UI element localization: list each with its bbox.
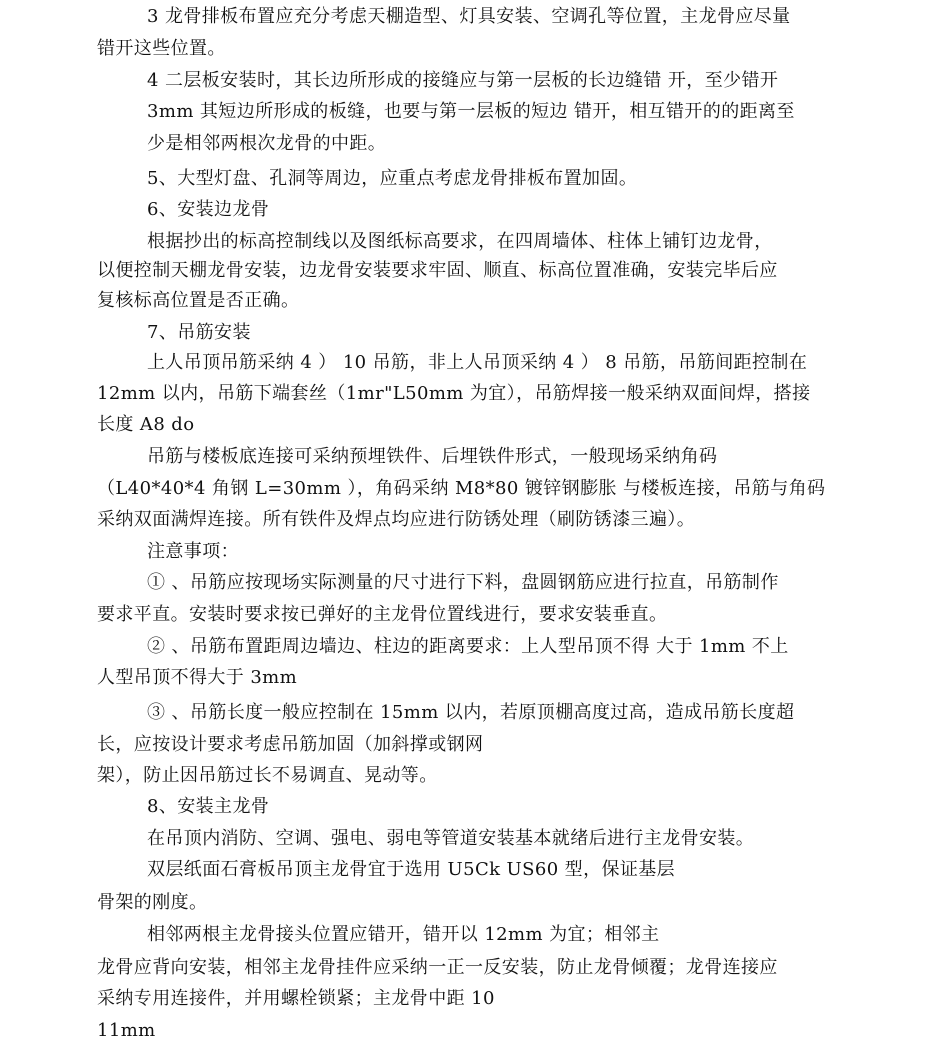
text-line: 以便控制天棚龙骨安装，边龙骨安装要求牢固、顺直、标高位置准确，安装完毕后应 [97, 260, 778, 281]
text-line: 在吊顶内消防、空调、强电、弱电等管道安装基本就绪后进行主龙骨安装。 [147, 828, 755, 849]
text-line: 长，应按设计要求考虑吊筋加固（加斜撑或钢网 [97, 734, 484, 755]
text-line: 要求平直。安装时要求按已弹好的主龙骨位置线进行，要求安装垂直。 [97, 604, 668, 625]
text-line: 双层纸面石膏板吊顶主龙骨宜于选用 U5Ck US60 型，保证基层 [147, 859, 676, 880]
text-line: ② 、吊筋布置距周边墙边、柱边的距离要求：上人型吊顶不得 大于 1mm 不上 [147, 636, 789, 657]
text-line: 少是相邻两根次龙骨的中距。 [147, 133, 387, 154]
text-line: 吊筋与楼板底连接可采纳预埋铁件、后埋铁件形式，一般现场采纳角码 [147, 446, 718, 467]
text-line: 长度 A8 do [97, 414, 195, 435]
text-line: 复核标高位置是否正确。 [97, 290, 300, 311]
text-line: 架），防止因吊筋过长不易调直、晃动等。 [97, 765, 438, 786]
section-heading: 6、安装边龙骨 [147, 199, 270, 220]
text-line: （L40*40*4 角钢 L=30mm ），角码采纳 M8*80 镀锌钢膨胀 与楼板连接，吊筋与角码 [97, 478, 826, 499]
text-line: 采纳专用连接件，并用螺栓锁紧；主龙骨中距 10 [97, 988, 495, 1009]
text-line: 上人吊顶吊筋采纳 4 ） 10 吊筋，非上人吊顶采纳 4 ） 8 吊筋，吊筋间距控制在 [147, 352, 808, 373]
text-line: 错开这些位置。 [97, 38, 226, 59]
text-line: ① 、吊筋应按现场实际测量的尺寸进行下料，盘圆钢筋应进行拉直，吊筋制作 [147, 572, 779, 593]
text-line: 12mm 以内，吊筋下端套丝（1mr"L50mm 为宜），吊筋焊接一般采纳双面间焊，搭接 [97, 383, 811, 404]
text-line: 3mm 其短边所形成的板缝，也要与第一层板的短边 错开，相互错开的的距离至 [147, 101, 795, 122]
section-heading: 7、吊筋安装 [147, 322, 251, 343]
text-line: 龙骨应背向安装，相邻主龙骨挂件应采纳一正一反安装，防止龙骨倾覆；龙骨连接应 [97, 957, 778, 978]
text-line: 相邻两根主龙骨接头位置应错开，错开以 12mm 为宜；相邻主 [147, 924, 660, 945]
text-line: 采纳双面满焊连接。所有铁件及焊点均应进行防锈处理（刷防锈漆三遍）。 [97, 509, 696, 530]
text-line: 根据抄出的标高控制线以及图纸标高要求，在四周墙体、柱体上铺钉边龙骨， [147, 231, 773, 252]
text-line: 5、大型灯盘、孔洞等周边，应重点考虑龙骨排板布置加固。 [147, 168, 638, 189]
section-heading: 注意事项： [147, 541, 239, 562]
text-line: ③ 、吊筋长度一般应控制在 15mm 以内，若原顶棚高度过高，造成吊筋长度超 [147, 702, 795, 723]
text-line: 人型吊顶不得大于 3mm [97, 667, 298, 688]
text-line: 骨架的刚度。 [97, 892, 208, 913]
text-line: 3 龙骨排板布置应充分考虑天棚造型、灯具安装、空调孔等位置，主龙骨应尽量 [147, 6, 791, 27]
section-heading: 8、安装主龙骨 [147, 796, 270, 817]
text-line: 4 二层板安装时，其长边所形成的接缝应与第一层板的长边缝错 开，至少错开 [147, 70, 779, 91]
text-line: 11mm [97, 1020, 156, 1041]
